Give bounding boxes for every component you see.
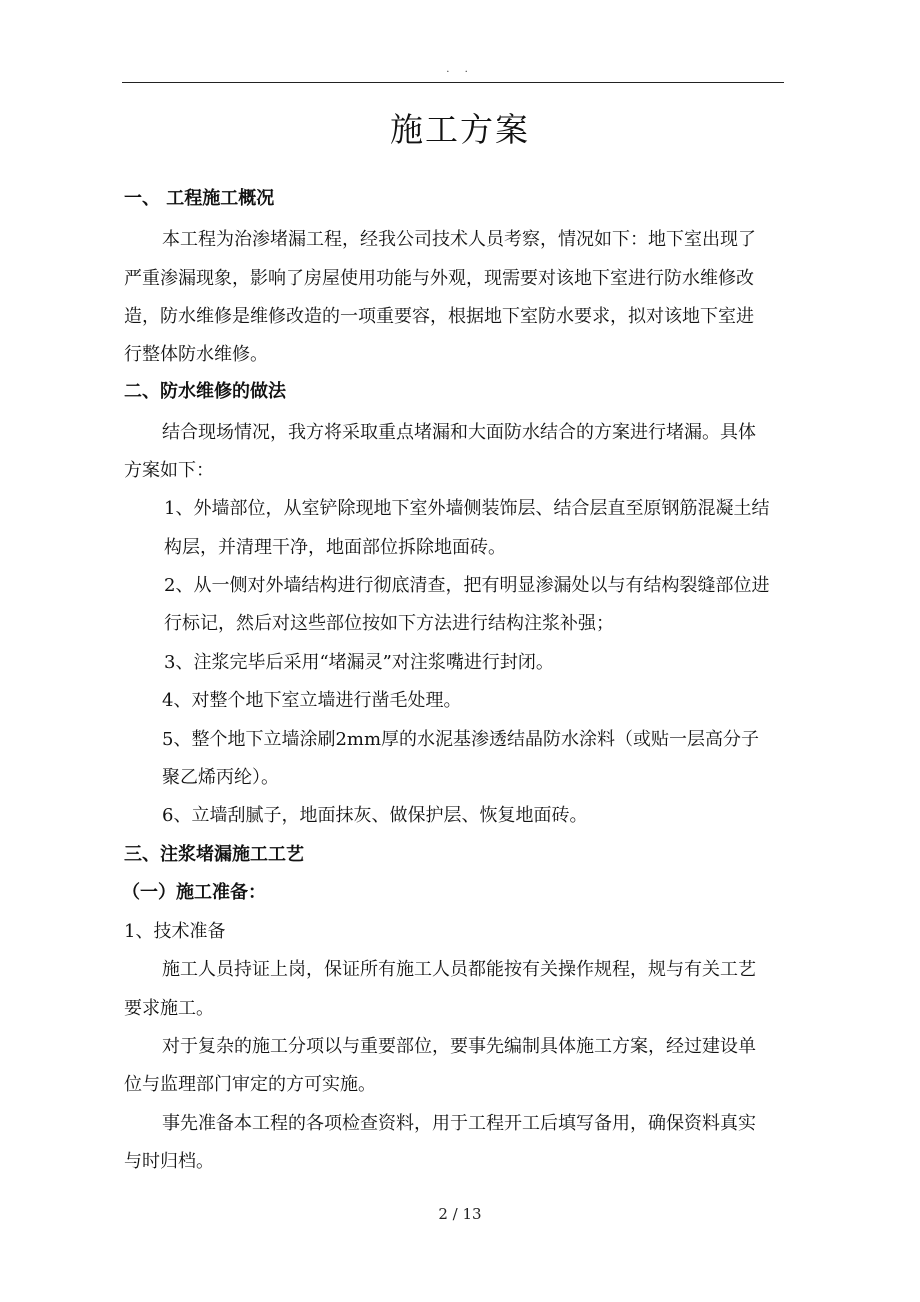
paragraph-line: 对于复杂的施工分项以与重要部位，要事先编制具体施工方案，经过建设单 [162, 1036, 756, 1057]
paragraph-line: 结合现场情况，我方将采取重点堵漏和大面防水结合的方案进行堵漏。具体 [162, 422, 756, 443]
list-item-cont: 聚乙烯丙纶）。 [162, 767, 279, 788]
list-item: 5、整个地下立墙涂刷2mm厚的水泥基渗透结晶防水涂料（或贴一层高分子 [162, 729, 760, 750]
section-3-heading: 三、注浆堵漏施工工艺 [124, 844, 304, 865]
header-dots: . . [446, 64, 474, 75]
page-title: 施工方案 [390, 110, 530, 149]
paragraph-line: 事先准备本工程的各项检查资料，用于工程开工后填写备用，确保资料真实 [162, 1113, 756, 1134]
page-number: 2 / 13 [438, 1205, 482, 1223]
paragraph-line: 本工程为治渗堵漏工程，经我公司技术人员考察，情况如下：地下室出现了 [162, 229, 756, 250]
paragraph-line: 施工人员持证上岗，保证所有施工人员都能按有关操作规程，规与有关工艺 [162, 959, 756, 980]
list-item: 3、注浆完毕后采用“堵漏灵”对注浆嘴进行封闭。 [164, 652, 554, 673]
paragraph-line: 要求施工。 [124, 998, 214, 1019]
paragraph-line: 方案如下： [124, 460, 214, 481]
paragraph-line: 位与监理部门审定的方可实施。 [124, 1074, 376, 1095]
list-item-cont: 构层，并清理干净，地面部位拆除地面砖。 [164, 537, 506, 558]
subsection-heading: （一）施工准备： [122, 882, 266, 903]
list-item: 6、立墙刮腻子，地面抹灰、做保护层、恢复地面砖。 [162, 805, 588, 826]
list-item: 4、对整个地下室立墙进行凿毛处理。 [162, 690, 462, 711]
header-rule [122, 82, 784, 83]
list-item: 2、从一侧对外墙结构进行彻底清查，把有明显渗漏处以与有结构裂缝部位进 [164, 575, 770, 596]
paragraph-line: 与时归档。 [124, 1151, 214, 1172]
list-item-cont: 行标记，然后对这些部位按如下方法进行结构注浆补强； [164, 613, 614, 634]
paragraph-line: 严重渗漏现象，影响了房屋使用功能与外观，现需要对该地下室进行防水维修改 [124, 268, 754, 289]
section-2-heading: 二、防水维修的做法 [124, 381, 286, 402]
paragraph-line: 造，防水维修是维修改造的一项重要容，根据地下室防水要求，拟对该地下室进 [124, 306, 754, 327]
subsection-item: 1、技术准备 [124, 921, 226, 942]
paragraph-line: 行整体防水维修。 [124, 344, 268, 365]
list-item: 1、外墙部位，从室铲除现地下室外墙侧装饰层、结合层直至原钢筋混凝土结 [164, 498, 770, 519]
section-1-heading: 一、 工程施工概况 [124, 188, 275, 209]
